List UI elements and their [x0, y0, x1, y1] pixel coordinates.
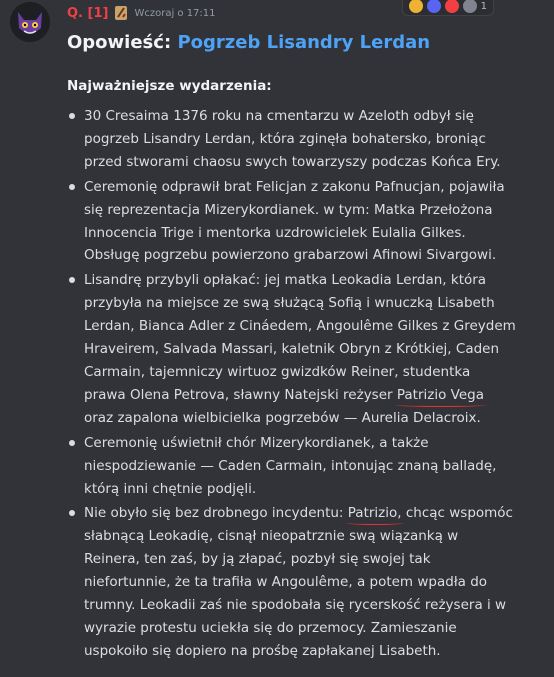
list-line: Hraveirem, Salvada Massari, kaletnik Obryn z Krótkiej, Caden: [84, 341, 500, 358]
spellcheck-marked-word[interactable]: Patrizio Vega: [396, 386, 484, 403]
list-line: Innocencia Trige i mentorka uzdrowicielek Eulalia Gilkes.: [84, 224, 466, 241]
username[interactable]: Q. [1]: [67, 5, 109, 21]
reaction-emoji-icon[interactable]: [409, 0, 423, 13]
list-text: Nie obyło się bez drobnego incydentu:: [84, 505, 348, 522]
message-title: [67, 32, 430, 53]
list-line: oraz zapalona wielbicielka pogrzebów — Aurelia Delacroix.: [84, 409, 481, 426]
list-line: Lerdan, Bianca Adler z Cináedem, Angoulême Gilkes z Greydem: [84, 318, 516, 335]
list-line: Carmain, tajemniczy wirtuoz gwizdków Reiner, studentka: [84, 363, 471, 380]
list-item: [67, 269, 527, 429]
list-text: chcąc wspomóc: [401, 505, 513, 522]
list-line: [84, 384, 527, 407]
list-line: Ceremonię odprawił brat Felicjan z zakonu Pafnucjan, pojawiła: [84, 178, 505, 195]
spellcheck-marked-word[interactable]: Patrizio,: [347, 505, 402, 522]
list-line: 30 Cresaima 1376 roku na cmentarzu w Azeloth odbył się: [84, 108, 474, 124]
section-heading: Najważniejsze wydarzenia:: [67, 78, 272, 94]
reaction-emoji-icon[interactable]: [445, 0, 459, 13]
list-line: uspokoiło się dopiero na prośbę zapłakanej Lisabeth.: [84, 642, 441, 659]
list-line: Obsługę pogrzebu powierzono grabarzowi Afinowi Sivargowi.: [84, 247, 497, 264]
list-item: [67, 105, 527, 174]
list-line: niespodziewanie — Caden Carmain, intonując znaną balladę,: [84, 457, 497, 474]
list-item: [67, 176, 527, 268]
role-icon: [114, 5, 128, 21]
add-reaction-icon[interactable]: [463, 0, 477, 13]
events-list: [67, 105, 527, 665]
title-highlight: Pogrzeb Lisandry Lerdan: [177, 32, 431, 53]
title-prefix: Opowieść:: [67, 32, 172, 53]
list-line: którą inni chętnie podjęli.: [84, 480, 257, 497]
avatar[interactable]: [10, 2, 50, 42]
reaction-emoji-icon[interactable]: [427, 0, 441, 13]
list-text: prawa Olena Petrova, sławny Natejski reżyser: [84, 386, 397, 403]
cat-avatar-icon: [10, 2, 50, 42]
list-line: przed stworami chaosu swych towarzyszy podczas Końca Ery.: [84, 153, 501, 170]
list-line: niefortunnie, że ta trafiła w Angoulême, a potem wpadła do: [84, 574, 488, 591]
list-line: przybyła na miejsce ze swą służącą Sofią i wnuczką Lisabeth: [84, 295, 495, 312]
list-item: [67, 502, 527, 662]
list-line: trumny. Leokadii zaś nie spodobała się rycerskość reżysera i w: [84, 597, 507, 614]
timestamp: Wczoraj o 17:11: [134, 7, 216, 19]
list-line: Reinera, ten zaś, by ją złapać, pozbył się swojej tak: [84, 551, 431, 568]
reaction-count: 1: [480, 1, 487, 12]
reactions-bar: [402, 0, 494, 16]
list-line: Lisandrę przybyli opłakać: jej matka Leokadia Lerdan, która: [84, 272, 487, 289]
list-line: [84, 502, 527, 525]
message-header: [67, 4, 216, 22]
list-line: słabnącą Leokadię, cisnął nieopatrznie swą wiązanką w: [84, 528, 459, 545]
list-line: Ceremonię uświetnił chór Mizerykordianek, a także: [84, 434, 429, 451]
list-line: się reprezentacja Mizerykordianek. w tym: Matka Przełożona: [84, 201, 493, 218]
list-line: wyrazie protestu uciekła się do przemocy. Zamieszanie: [84, 619, 457, 636]
list-line: pogrzeb Lisandry Lerdan, która zginęła bohatersko, broniąc: [84, 130, 486, 147]
list-item: [67, 432, 527, 501]
